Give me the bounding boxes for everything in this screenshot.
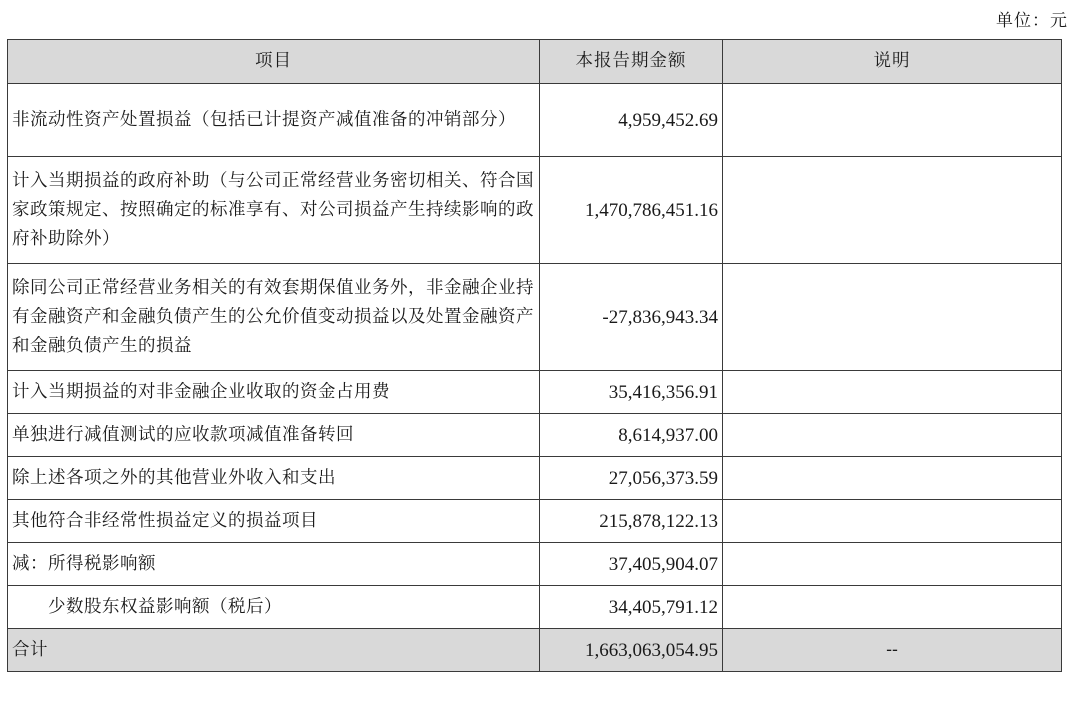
- row-item: 计入当期损益的政府补助（与公司正常经营业务密切相关、符合国家政策规定、按照确定的标准享有、对公司损益产生持续影响的政府补助除外）: [8, 157, 540, 264]
- total-note: --: [723, 629, 1062, 672]
- row-item: 计入当期损益的对非金融企业收取的资金占用费: [8, 371, 540, 414]
- total-amount: 1,663,063,054.95: [540, 629, 723, 672]
- row-note: [723, 543, 1062, 586]
- table-row: [8, 414, 1062, 457]
- non-recurring-gains-table: [7, 39, 1062, 672]
- row-item: 单独进行减值测试的应收款项减值准备转回: [8, 414, 540, 457]
- row-note: [723, 457, 1062, 500]
- row-amount: 8,614,937.00: [540, 414, 723, 457]
- row-amount: 34,405,791.12: [540, 586, 723, 629]
- table-header-row: [8, 40, 1062, 84]
- table-row: [8, 157, 1062, 264]
- row-amount: 4,959,452.69: [540, 84, 723, 157]
- row-amount: 37,405,904.07: [540, 543, 723, 586]
- table-row: [8, 264, 1062, 371]
- table-row: [8, 84, 1062, 157]
- header-item: 项目: [8, 40, 540, 84]
- table-row: [8, 500, 1062, 543]
- table-row: [8, 371, 1062, 414]
- row-amount: -27,836,943.34: [540, 264, 723, 371]
- row-note: [723, 264, 1062, 371]
- row-note: [723, 157, 1062, 264]
- header-note: 说明: [723, 40, 1062, 84]
- row-note: [723, 371, 1062, 414]
- row-amount: 215,878,122.13: [540, 500, 723, 543]
- row-amount: 1,470,786,451.16: [540, 157, 723, 264]
- table-row: [8, 543, 1062, 586]
- row-item: 少数股东权益影响额（税后）: [8, 586, 540, 629]
- row-item: 其他符合非经常性损益定义的损益项目: [8, 500, 540, 543]
- row-note: [723, 500, 1062, 543]
- table-row: [8, 586, 1062, 629]
- row-item: 减：所得税影响额: [8, 543, 540, 586]
- row-note: [723, 84, 1062, 157]
- row-item: 非流动性资产处置损益（包括已计提资产减值准备的冲销部分）: [8, 84, 540, 157]
- row-amount: 27,056,373.59: [540, 457, 723, 500]
- total-item: 合计: [8, 629, 540, 672]
- row-note: [723, 414, 1062, 457]
- unit-label: 单位：元: [996, 11, 1068, 31]
- row-note: [723, 586, 1062, 629]
- table-row: [8, 457, 1062, 500]
- header-amount: 本报告期金额: [540, 40, 723, 84]
- row-item: 除上述各项之外的其他营业外收入和支出: [8, 457, 540, 500]
- total-row: [8, 629, 1062, 672]
- row-item: 除同公司正常经营业务相关的有效套期保值业务外，非金融企业持有金融资产和金融负债产生的公允价值变动损益以及处置金融资产和金融负债产生的损益: [8, 264, 540, 371]
- row-amount: 35,416,356.91: [540, 371, 723, 414]
